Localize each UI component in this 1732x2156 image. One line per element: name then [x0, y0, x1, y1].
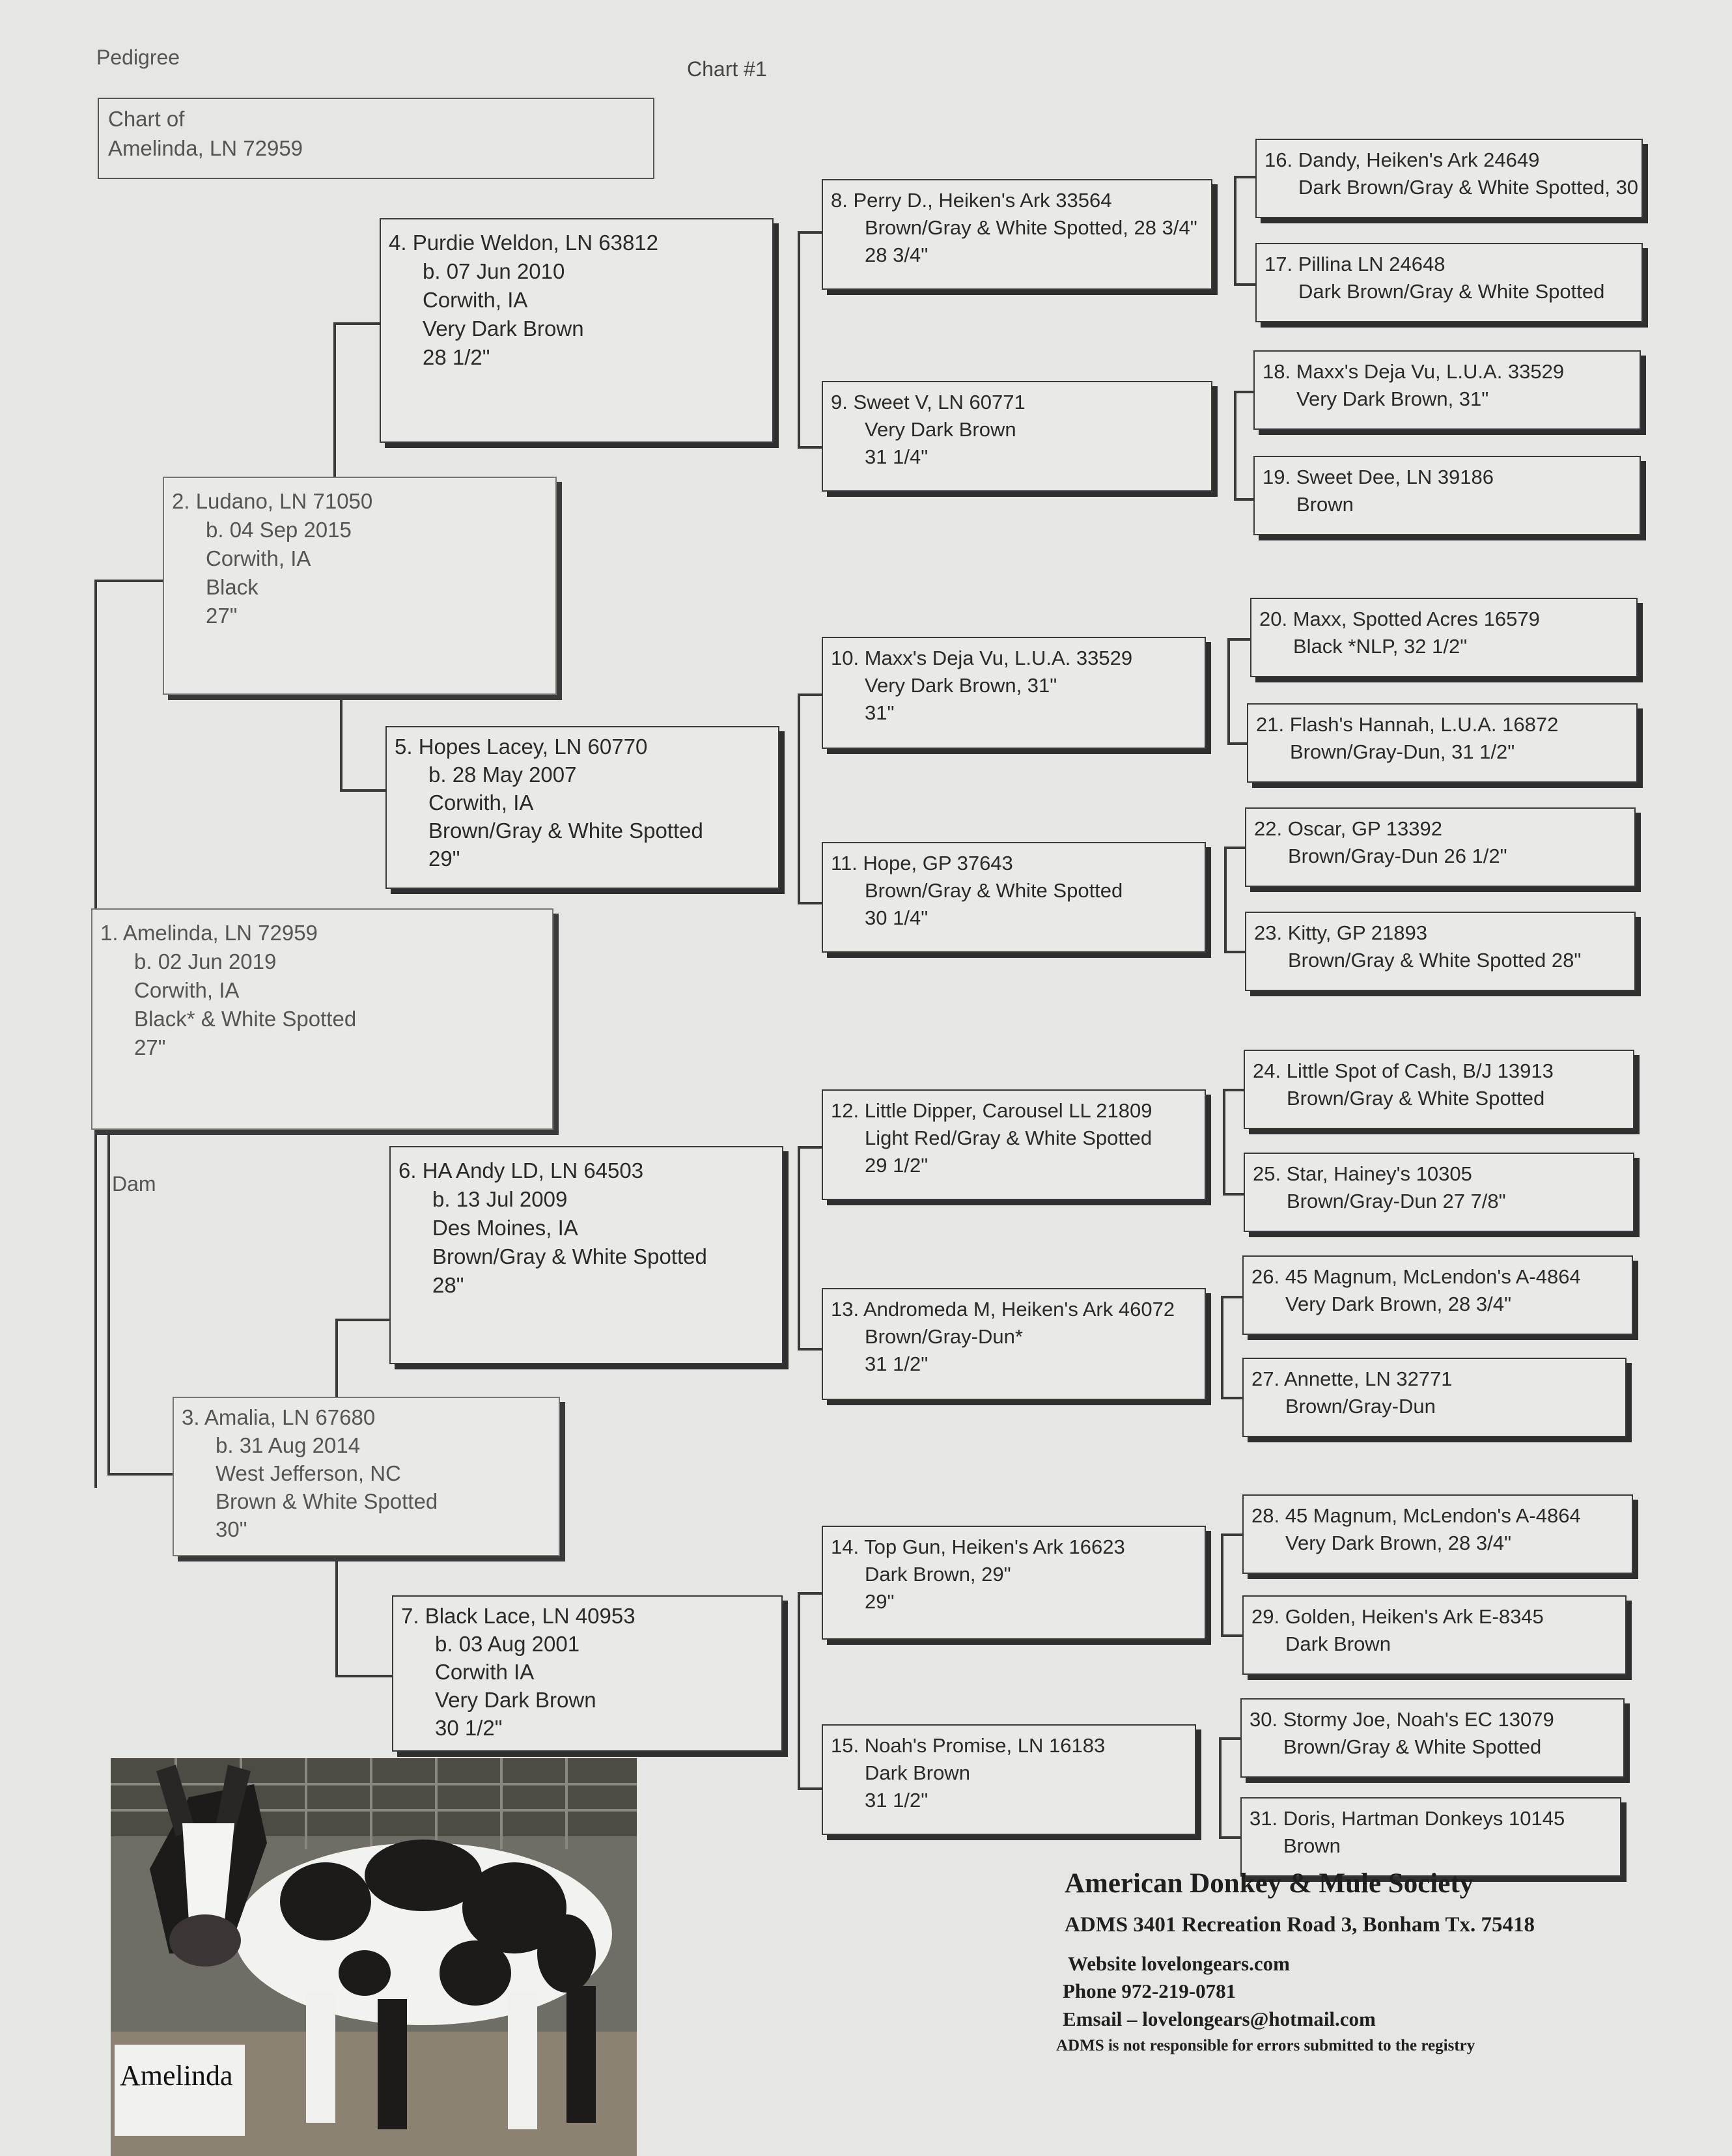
birth-date: b. 04 Sep 2015 — [206, 518, 352, 542]
connector-line — [1221, 1296, 1242, 1298]
coat-color: Very Dark Brown — [423, 316, 584, 341]
connector-line — [1224, 847, 1245, 849]
height: 27" — [206, 604, 238, 628]
animal-name: 21. Flash's Hannah, L.U.A. 16872 — [1256, 713, 1559, 736]
connector-line — [1224, 847, 1227, 951]
animal-details: Brown/Gray-Dun 26 1/2" — [1288, 845, 1507, 867]
pedigree-box-14 — [822, 1526, 1206, 1640]
connector-line — [335, 1675, 392, 1677]
birth-date: b. 28 May 2007 — [428, 763, 577, 787]
connector-line — [798, 902, 822, 904]
height: 31" — [865, 701, 895, 724]
animal-name: 19. Sweet Dee, LN 39186 — [1263, 466, 1494, 488]
connector-line — [798, 1787, 822, 1790]
pedigree-box-7 — [392, 1595, 783, 1752]
connector-line — [1224, 951, 1245, 953]
animal-name: 30. Stormy Joe, Noah's EC 13079 — [1250, 1708, 1554, 1731]
photo-caption: Amelinda — [115, 2045, 245, 2136]
animal-details: Very Dark Brown — [865, 418, 1016, 441]
animal-details: Brown/Gray & White Spotted — [865, 879, 1123, 902]
pedigree-box-20 — [1250, 598, 1638, 677]
pedigree-box-27 — [1242, 1358, 1627, 1437]
birth-place: Corwith, IA — [428, 791, 534, 815]
animal-name: 24. Little Spot of Cash, B/J 13913 — [1253, 1059, 1554, 1082]
pedigree-box-16 — [1255, 139, 1643, 218]
pedigree-box-1 — [91, 908, 553, 1130]
animal-name: 13. Andromeda M, Heiken's Ark 46072 — [831, 1298, 1175, 1321]
animal-details: Very Dark Brown, 31" — [1296, 387, 1489, 410]
society-address: ADMS 3401 Recreation Road 3, Bonham Tx. 75418 — [1065, 1913, 1535, 1937]
society-name: American Donkey & Mule Society — [1065, 1868, 1474, 1899]
connector-line — [798, 1348, 822, 1351]
animal-details: Brown — [1296, 493, 1354, 516]
pedigree-box-19 — [1253, 456, 1641, 535]
height: 29 1/2" — [865, 1154, 929, 1177]
height: 29" — [865, 1590, 895, 1613]
animal-details: Brown/Gray & White Spotted, 28 3/4" — [865, 216, 1197, 239]
height: 31 1/4" — [865, 445, 929, 468]
animal-name: 10. Maxx's Deja Vu, L.U.A. 33529 — [831, 647, 1133, 669]
pedigree-box-13 — [822, 1288, 1206, 1400]
pedigree-box-5 — [385, 726, 779, 889]
connector-line — [333, 322, 380, 325]
animal-details: Dark Brown — [865, 1761, 970, 1784]
pedigree-box-12 — [822, 1089, 1206, 1200]
pedigree-box-6 — [389, 1146, 783, 1364]
animal-name: 27. Annette, LN 32771 — [1251, 1367, 1453, 1390]
height: 27" — [134, 1035, 166, 1059]
connector-line — [1234, 176, 1236, 283]
birth-place: West Jefferson, NC — [216, 1461, 401, 1485]
animal-name: 29. Golden, Heiken's Ark E-8345 — [1251, 1605, 1544, 1628]
animal-details: Black *NLP, 32 1/2" — [1293, 635, 1468, 658]
pedigree-box-4 — [380, 218, 774, 443]
animal-name: 3. Amalia, LN 67680 — [182, 1405, 376, 1429]
animal-details: Brown/Gray & White Spotted — [1287, 1087, 1545, 1110]
animal-name: 22. Oscar, GP 13392 — [1254, 817, 1442, 840]
birth-place: Des Moines, IA — [432, 1216, 578, 1240]
connector-line — [1219, 1737, 1240, 1740]
connector-line — [1219, 1836, 1240, 1839]
birth-date: b. 02 Jun 2019 — [134, 949, 277, 973]
birth-date: b. 31 Aug 2014 — [216, 1433, 361, 1457]
connector-line — [798, 693, 822, 696]
coat-color: Black* & White Spotted — [134, 1007, 357, 1031]
animal-name: 16. Dandy, Heiken's Ark 24649 — [1264, 148, 1540, 171]
animal-name: 6. HA Andy LD, LN 64503 — [398, 1158, 644, 1183]
connector-line — [107, 1130, 110, 1475]
connector-line — [1219, 1737, 1222, 1836]
pedigree-box-23 — [1245, 912, 1636, 991]
pedigree-box-31 — [1240, 1797, 1621, 1877]
connector-line — [1227, 638, 1250, 641]
connector-line — [1223, 1193, 1244, 1196]
connector-line — [1221, 1397, 1242, 1399]
connector-line — [335, 1319, 338, 1397]
animal-details: Brown/Gray-Dun 27 7/8" — [1287, 1190, 1506, 1212]
connector-line — [1223, 1089, 1225, 1193]
pedigree-box-10 — [822, 637, 1206, 749]
pedigree-box-26 — [1242, 1255, 1633, 1335]
coat-color: Brown/Gray & White Spotted — [428, 819, 703, 843]
pedigree-box-8 — [822, 179, 1212, 290]
height: 28" — [432, 1273, 464, 1297]
connector-line — [1227, 742, 1247, 745]
animal-name: 8. Perry D., Heiken's Ark 33564 — [831, 189, 1112, 212]
animal-details: Dark Brown/Gray & White Spotted, 30 — [1298, 176, 1639, 199]
animal-name: 20. Maxx, Spotted Acres 16579 — [1259, 608, 1540, 630]
height: 30" — [216, 1517, 247, 1541]
pedigree-label: Pedigree — [96, 46, 180, 69]
animal-name: 11. Hope, GP 37643 — [831, 852, 1013, 875]
coat-color: Brown & White Spotted — [216, 1489, 438, 1513]
chart-number: Chart #1 — [687, 57, 767, 81]
pedigree-box-25 — [1244, 1153, 1634, 1232]
connector-line — [1221, 1533, 1242, 1536]
animal-name: 12. Little Dipper, Carousel LL 21809 — [831, 1099, 1152, 1122]
pedigree-box-3 — [173, 1397, 560, 1556]
animal-details: Very Dark Brown, 31" — [865, 674, 1057, 697]
animal-details: Dark Brown, 29" — [865, 1563, 1011, 1586]
animal-name: 5. Hopes Lacey, LN 60770 — [395, 735, 648, 759]
connector-line — [1221, 1634, 1242, 1637]
donkey-photo — [111, 1758, 637, 2156]
connector-line — [798, 693, 800, 902]
birth-date: b. 03 Aug 2001 — [435, 1632, 580, 1656]
pedigree-box-17 — [1255, 243, 1643, 322]
height: 30 1/4" — [865, 906, 929, 929]
height: 28 1/2" — [423, 345, 490, 369]
society-phone: Phone 972-219-0781 — [1063, 1980, 1236, 2002]
pedigree-box-28 — [1242, 1494, 1633, 1574]
animal-name: 4. Purdie Weldon, LN 63812 — [389, 231, 658, 255]
coat-color: Brown/Gray & White Spotted — [432, 1244, 707, 1268]
animal-name: 25. Star, Hainey's 10305 — [1253, 1162, 1472, 1185]
birth-place: Corwith, IA — [206, 546, 311, 570]
pedigree-box-9 — [822, 381, 1212, 492]
pedigree-box-11 — [822, 842, 1206, 953]
coat-color: Very Dark Brown — [435, 1688, 596, 1712]
animal-details: Brown/Gray-Dun, 31 1/2" — [1290, 740, 1515, 763]
connector-line — [1223, 1089, 1244, 1091]
birth-place: Corwith IA — [435, 1660, 535, 1684]
animal-details: Very Dark Brown, 28 3/4" — [1285, 1293, 1511, 1315]
animal-details: Brown — [1283, 1834, 1341, 1857]
connector-line — [107, 1473, 173, 1476]
animal-name: 14. Top Gun, Heiken's Ark 16623 — [831, 1535, 1125, 1558]
pedigree-box-21 — [1247, 703, 1638, 783]
animal-details: Brown/Gray & White Spotted — [1283, 1735, 1542, 1758]
animal-details: Brown/Gray-Dun — [1285, 1395, 1436, 1418]
pedigree-box-22 — [1245, 807, 1636, 887]
chart-of-label: Chart of — [108, 107, 185, 131]
height: 28 3/4" — [865, 244, 929, 266]
connector-line — [798, 1592, 800, 1787]
connector-line — [798, 1592, 822, 1595]
animal-name: 9. Sweet V, LN 60771 — [831, 391, 1026, 413]
pedigree-box-24 — [1244, 1050, 1634, 1129]
society-email: Emsail – lovelongears@hotmail.com — [1063, 2008, 1376, 2030]
connector-line — [335, 1556, 338, 1677]
animal-details: Light Red/Gray & White Spotted — [865, 1127, 1152, 1149]
coat-color: Black — [206, 575, 258, 599]
connector-line — [798, 231, 822, 234]
society-website: Website lovelongears.com — [1068, 1952, 1290, 1975]
animal-name: 31. Doris, Hartman Donkeys 10145 — [1250, 1807, 1565, 1830]
birth-date: b. 13 Jul 2009 — [432, 1187, 568, 1211]
dam-label: Dam — [112, 1172, 156, 1196]
animal-name: 7. Black Lace, LN 40953 — [401, 1604, 636, 1628]
animal-details: Dark Brown — [1285, 1632, 1391, 1655]
animal-name: 17. Pillina LN 24648 — [1264, 253, 1446, 275]
connector-line — [1234, 498, 1253, 501]
connector-line — [333, 322, 336, 477]
connector-line — [340, 695, 342, 791]
connector-line — [1234, 283, 1255, 286]
pedigree-box-18 — [1253, 350, 1641, 430]
animal-name: 28. 45 Magnum, McLendon's A-4864 — [1251, 1504, 1581, 1527]
pedigree-box-15 — [822, 1724, 1196, 1835]
birth-place: Corwith, IA — [134, 978, 240, 1002]
pedigree-box-2 — [163, 477, 557, 695]
height: 30 1/2" — [435, 1716, 503, 1740]
connector-line — [798, 231, 800, 446]
connector-line — [335, 1319, 389, 1321]
animal-details: Brown/Gray & White Spotted 28" — [1288, 949, 1582, 972]
height: 29" — [428, 847, 460, 871]
birth-place: Corwith, IA — [423, 288, 528, 312]
connector-line — [340, 789, 385, 792]
animal-details: Brown/Gray-Dun* — [865, 1325, 1023, 1348]
animal-name: 26. 45 Magnum, McLendon's A-4864 — [1251, 1265, 1581, 1288]
connector-line — [1221, 1296, 1223, 1397]
height: 31 1/2" — [865, 1789, 929, 1812]
animal-details: Very Dark Brown, 28 3/4" — [1285, 1532, 1511, 1554]
chart-of-name: Amelinda, LN 72959 — [108, 136, 303, 160]
pedigree-box-29 — [1242, 1595, 1627, 1675]
animal-details: Dark Brown/Gray & White Spotted — [1298, 280, 1605, 303]
animal-name: 15. Noah's Promise, LN 16183 — [831, 1734, 1106, 1757]
chart-of-box — [98, 98, 654, 179]
connector-line — [798, 1146, 822, 1149]
animal-name: 2. Ludano, LN 71050 — [172, 489, 373, 513]
animal-name: 1. Amelinda, LN 72959 — [100, 921, 318, 945]
birth-date: b. 07 Jun 2010 — [423, 259, 565, 283]
animal-name: 18. Maxx's Deja Vu, L.U.A. 33529 — [1263, 360, 1565, 383]
height: 31 1/2" — [865, 1352, 929, 1375]
connector-line — [1227, 638, 1230, 742]
connector-line — [798, 1146, 800, 1348]
society-disclaimer: ADMS is not responsible for errors submitted to the registry — [1056, 2037, 1475, 2054]
animal-name: 23. Kitty, GP 21893 — [1254, 921, 1427, 944]
connector-line — [94, 580, 163, 582]
connector-line — [1221, 1533, 1223, 1634]
pedigree-box-30 — [1240, 1698, 1625, 1778]
connector-line — [1234, 391, 1236, 498]
connector-line — [798, 446, 822, 449]
connector-line — [1234, 176, 1255, 178]
connector-line — [1234, 391, 1253, 393]
